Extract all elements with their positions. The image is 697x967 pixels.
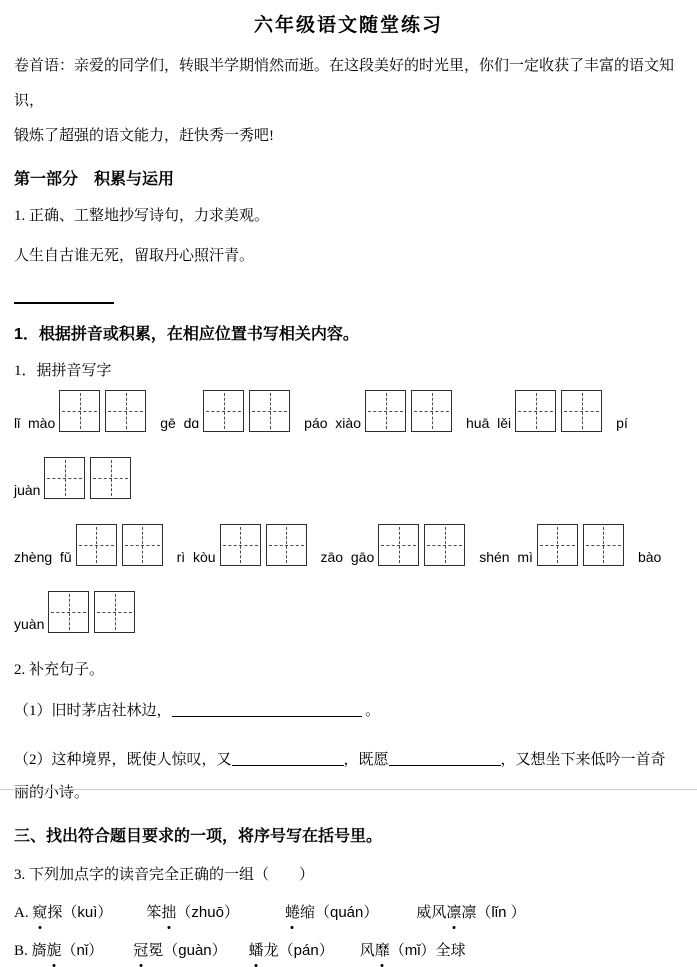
- text-run: 龙: [263, 943, 279, 959]
- text-run: （zhuō）: [176, 904, 239, 921]
- poem-line: 人生自古谁无死，留取丹心照汗青。: [14, 248, 255, 264]
- pinyin-row-3: [14, 524, 683, 566]
- text-run: 探: [47, 905, 63, 921]
- emphasis-dotted-char: 旎: [47, 938, 62, 964]
- section2-heading: 1．根据拼音或积累，在相应位置书写相关内容。: [14, 326, 359, 343]
- text-run: （1）旧时茅店社林边，: [14, 703, 172, 719]
- section3-heading: 三、找出符合题目要求的一项，将序号写在括号里。: [14, 828, 383, 845]
- text-run: 丽的小诗。: [14, 785, 90, 801]
- text-run: pí: [616, 415, 628, 431]
- tianzige-box: [220, 524, 261, 566]
- handwriting-answer-line: [14, 302, 114, 304]
- tianzige-box: [122, 524, 163, 566]
- spacer: [239, 916, 285, 917]
- text-run: zāo gāo: [320, 549, 375, 565]
- option-a-row: [14, 900, 683, 926]
- text-run: 威风: [416, 905, 447, 921]
- tianzige-box-pair: [44, 457, 131, 499]
- text-run: 笨: [146, 905, 162, 921]
- option-b-row: [14, 938, 683, 964]
- emphasis-dotted-char: 凛: [446, 900, 461, 926]
- answer-blank: [172, 705, 362, 717]
- text-run: 风: [359, 943, 375, 959]
- tianzige-box: [378, 524, 419, 566]
- text-run: 全球: [435, 943, 466, 959]
- tianzige-box-pair: [48, 591, 135, 633]
- text-run: 旖: [31, 943, 47, 959]
- tianzige-box: [105, 390, 146, 432]
- text-run: ，又想坐下来低吟一首奇: [500, 752, 666, 768]
- text-run: shén mì: [479, 549, 533, 565]
- intro-line-2: 锻炼了超强的语文能力，赶快秀一秀吧!: [14, 128, 274, 144]
- tianzige-box: [249, 390, 290, 432]
- fill-sentence-2: [14, 744, 683, 810]
- text-run: （kuì）: [62, 904, 113, 921]
- text-run: （lǐn ）: [476, 904, 526, 921]
- tianzige-box: [90, 457, 131, 499]
- text-run: lǐ mào: [14, 415, 56, 431]
- answer-blank: [389, 754, 501, 766]
- tianzige-box: [203, 390, 244, 432]
- pinyin-row-1: [14, 390, 683, 432]
- spacer: [378, 916, 416, 917]
- text-run: 冕: [148, 943, 164, 959]
- tianzige-box-pair: [220, 524, 307, 566]
- intro-paragraph: [14, 49, 683, 154]
- tianzige-box: [44, 457, 85, 499]
- tianzige-box-pair: [515, 390, 602, 432]
- emphasis-dotted-char: 靡: [375, 938, 390, 964]
- tianzige-box-pair: [365, 390, 452, 432]
- text-run: A.: [14, 905, 33, 921]
- tianzige-box: [561, 390, 602, 432]
- tianzige-box: [515, 390, 556, 432]
- text-run: （guàn）: [163, 942, 227, 959]
- emphasis-dotted-char: 蟠: [249, 938, 264, 964]
- question1-label: 1. 正确、工整地抄写诗句，力求美观。: [14, 208, 270, 224]
- page-bottom-edge: [0, 789, 697, 790]
- tianzige-box-pair: [59, 390, 146, 432]
- text-run: B.: [14, 943, 32, 959]
- subquestion1-label: 1．据拼音写字: [14, 363, 112, 379]
- tianzige-box-pair: [537, 524, 624, 566]
- tianzige-box: [48, 591, 89, 633]
- text-run: （quán）: [314, 904, 379, 921]
- spacer: [103, 954, 133, 955]
- emphasis-dotted-char: 拙: [161, 900, 176, 926]
- tianzige-box: [59, 390, 100, 432]
- emphasis-dotted-char: 冠: [133, 938, 148, 964]
- answer-blank: [232, 754, 344, 766]
- tianzige-box-pair: [76, 524, 163, 566]
- emphasis-dotted-char: 蜷: [285, 900, 300, 926]
- tianzige-box: [94, 591, 135, 633]
- text-run: yuàn: [14, 616, 45, 632]
- text-run: huā lěi: [466, 415, 512, 431]
- text-run: zhèng fǔ: [14, 549, 72, 565]
- tianzige-box: [424, 524, 465, 566]
- text-run: （pán）: [278, 942, 334, 959]
- text-run: gē dɑ: [160, 415, 200, 431]
- text-run: （2）这种境界，既使人惊叹，又: [14, 752, 232, 768]
- section1-heading: 第一部分 积累与运用: [14, 171, 175, 188]
- text-run: 凛: [461, 905, 477, 921]
- tianzige-box: [76, 524, 117, 566]
- page-title: 六年级语文随堂练习: [253, 15, 443, 36]
- text-run: juàn: [14, 482, 41, 498]
- spacer: [112, 916, 146, 917]
- text-run: （mǐ）: [389, 942, 436, 959]
- emphasis-dotted-char: 窥: [32, 900, 47, 926]
- text-run: 。: [361, 703, 381, 719]
- tianzige-box-pair: [378, 524, 465, 566]
- spacer: [227, 954, 249, 955]
- fill-sentence-1: [14, 695, 683, 728]
- text-run: ，既愿: [343, 752, 389, 768]
- tianzige-box: [583, 524, 624, 566]
- spacer: [334, 954, 360, 955]
- text-run: páo xiào: [304, 415, 361, 431]
- subquestion2-label: 2. 补充句子。: [14, 662, 105, 678]
- tianzige-box: [411, 390, 452, 432]
- question3-label: 3. 下列加点字的读音完全正确的一组（ ）: [14, 867, 315, 883]
- pinyin-row-4: [14, 591, 683, 633]
- text-run: bào: [637, 549, 662, 565]
- tianzige-box: [266, 524, 307, 566]
- intro-line-1: 卷首语：亲爱的同学们，转眼半学期悄然而逝。在这段美好的时光里，你们一定收获了丰富的语文知识，: [14, 58, 675, 109]
- text-run: rì kòu: [176, 549, 216, 565]
- pinyin-row-2: [14, 457, 683, 499]
- tianzige-box-pair: [203, 390, 290, 432]
- text-run: （nǐ）: [61, 942, 104, 959]
- tianzige-box: [537, 524, 578, 566]
- text-run: 缩: [299, 905, 315, 921]
- tianzige-box: [365, 390, 406, 432]
